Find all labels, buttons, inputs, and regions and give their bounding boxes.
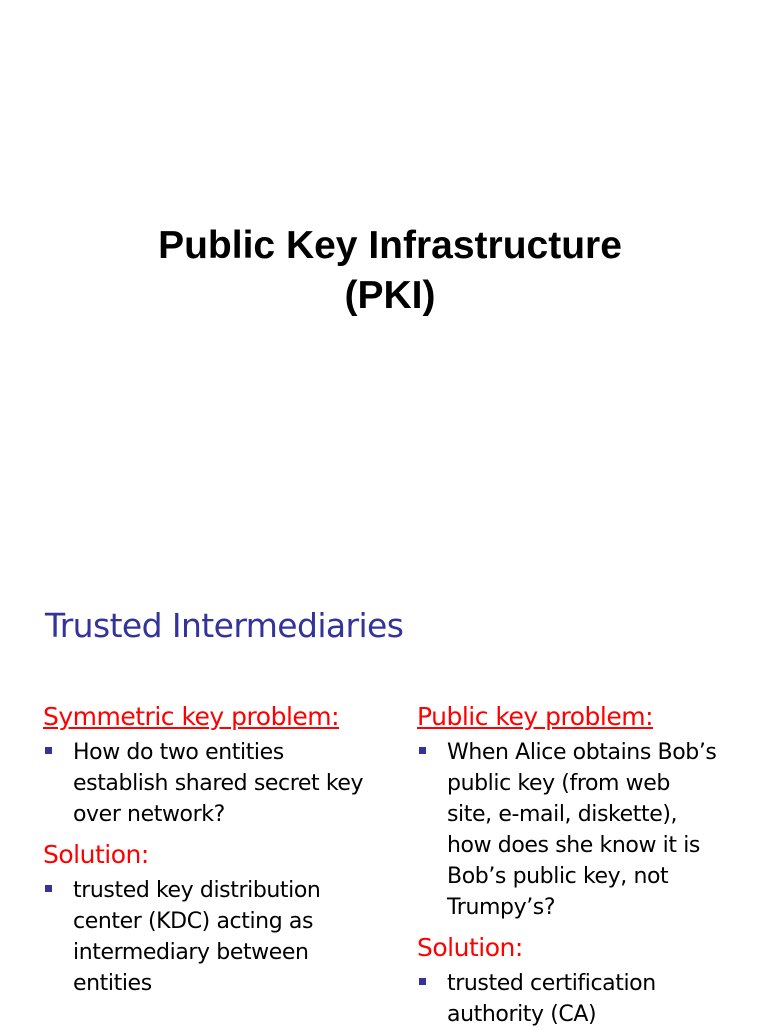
bullet-line: entities bbox=[73, 971, 152, 996]
bullet-line: When Alice obtains Bob’s bbox=[447, 740, 717, 765]
bullet-line: How do two entities bbox=[73, 740, 284, 765]
bullet-square-icon bbox=[45, 747, 52, 754]
symmetric-problem-label: Symmetric key problem: bbox=[43, 702, 340, 731]
bullet-square-icon bbox=[419, 747, 426, 754]
list-item bbox=[417, 968, 757, 1030]
bullet-square-icon bbox=[419, 978, 426, 985]
slide-title bbox=[0, 221, 768, 321]
right-column bbox=[417, 700, 757, 1030]
symmetric-problem-list bbox=[43, 737, 393, 830]
bullet-line: Trumpy’s? bbox=[447, 895, 556, 920]
title-line-1: Public Key Infrastructure bbox=[158, 224, 622, 268]
symmetric-solution-label: Solution: bbox=[43, 840, 149, 869]
bullet-line: Bob’s public key, not bbox=[447, 864, 669, 889]
bullet-line: intermediary between bbox=[73, 940, 309, 965]
bullet-line: trusted certification bbox=[447, 971, 656, 996]
list-item bbox=[43, 737, 393, 830]
bullet-line: how does she know it is bbox=[447, 833, 700, 858]
public-key-problem-label: Public key problem: bbox=[417, 702, 654, 731]
bullet-line: trusted key distribution bbox=[73, 878, 321, 903]
public-key-solution-list bbox=[417, 968, 757, 1030]
public-key-solution-label: Solution: bbox=[417, 933, 523, 962]
bullet-square-icon bbox=[45, 885, 52, 892]
bullet-line: public key (from web bbox=[447, 771, 670, 796]
public-key-problem-list bbox=[417, 737, 757, 923]
slide-heading: Trusted Intermediaries bbox=[45, 606, 404, 645]
title-line-2: (PKI) bbox=[344, 274, 436, 318]
bullet-line: over network? bbox=[73, 802, 225, 827]
left-column bbox=[43, 700, 393, 999]
content-slide bbox=[0, 560, 768, 1027]
list-item bbox=[43, 875, 393, 999]
bullet-line: center (KDC) acting as bbox=[73, 909, 314, 934]
bullet-line: establish shared secret key bbox=[73, 771, 364, 796]
bullet-line: authority (CA) bbox=[447, 1002, 597, 1027]
symmetric-solution-list bbox=[43, 875, 393, 999]
list-item bbox=[417, 737, 757, 923]
bullet-line: site, e-mail, diskette), bbox=[447, 802, 678, 827]
